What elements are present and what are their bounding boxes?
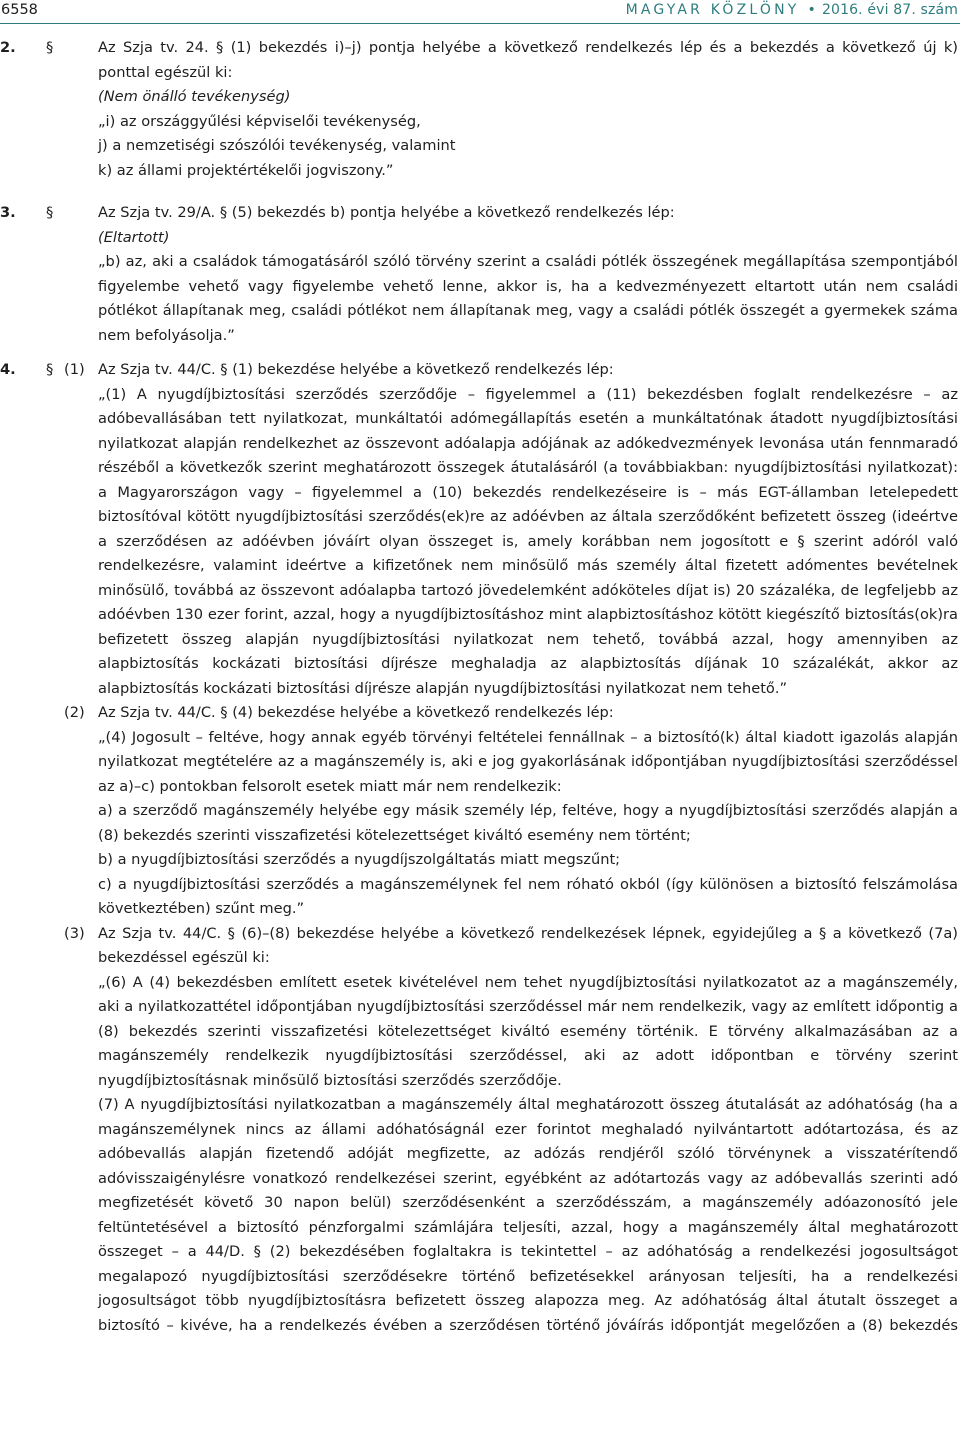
paragraph-sign: § <box>46 204 54 221</box>
journal-masthead <box>626 0 958 20</box>
paragraph: „(4) Jogosult – feltéve, hogy annak egyéb törvényi feltételei fennállnak – a biztosító(k) által kiadott igazolás alapján nyilatkozat megtételére az a magánszemély is, aki e jog gyakorlásának időpontjában nyugdíjbiztosítási szerződéssel az a)–c) pontokban felsorolt esetek miatt már nem rendelkezik: <box>98 728 958 795</box>
subsection-number: (1) <box>64 361 85 378</box>
context-heading: (Nem önálló tevékenység) <box>98 88 291 105</box>
paragraph: k) az állami projektértékelői jogviszony.” <box>98 161 394 179</box>
page-header <box>0 0 960 24</box>
paragraph: (7) A nyugdíjbiztosítási nyilatkozatban a magánszemély által meghatározott összeg átutalását az adóhatóság (ha a magánszemélynek nincs az állami adóhatóságnál ezer forintot meghaladó nyilvántartott adótartozása, és az adóbevallás alapján fizetendő adóját megfizette, az adózás rendjéről szóló törvénynek a visszatérítendő adóvisszaigénylésre vonatkozó rendelkezései szerint, egyébként az adótartozás vagy az adóbevallás szerinti adó megfizetését követő 30 napon belül) szerződésenként a szerződésszám, a magánszemély adóazonosító jele feltüntetésével a biztosító pénzforgalmi számlájára teljesíti, azzal, hogy a magánszemély által meghatározott összeget – a 44/D. § (2) bekezdésében foglaltakra is tekintettel – az adóhatóság a rendelkezési jogosultságot megalapozó nyugdíjbiztosítási szerződésekre történő befizetésekkel arányosan teljesíti, ha a rendelkezési jogosultságot több nyugdíjbiztosításra befizetett összeg alapozza meg. Az adóhatóság által átutalt összeget a biztosító – kivéve, ha a rendelkezés évében a szerződésen történő jóváírás időpontját megelőzően a (8) bekezdés <box>98 1096 958 1334</box>
paragraph: c) a nyugdíjbiztosítási szerződés a magánszemélynek fel nem róható okból (így különösen a biztosító felszámolása következtében) szűnt meg.” <box>98 875 958 917</box>
issue-label: 2016. évi 87. szám <box>821 2 958 18</box>
separator-dot: • <box>807 2 816 18</box>
section-text <box>64 358 958 1338</box>
section-number: 2. <box>0 39 16 56</box>
section-3 <box>0 201 960 348</box>
context-heading: (Eltartott) <box>98 228 170 246</box>
section-text <box>98 201 958 348</box>
paragraph: Az Szja tv. 44/C. § (6)–(8) bekezdése helyébe a következő rendelkezések lépnek, egyidejűleg a § a következő (7a) bekezdéssel egészül ki: <box>98 924 958 966</box>
subsection-2 <box>64 701 958 922</box>
paragraph: „b) az, aki a családok támogatásáról szóló törvény szerint a családi pótlék összegének megállapítása szempontjából figyelembe vehető vagy figyelembe vehető lenne, akkor is, ha a kedvezményezett eltartott után nem családi pótlékot állapítanak meg, családi pótlékot nem állapítanak meg, vagy a családi pótlék összegét a gyermekek száma nem befolyásolja.” <box>98 253 958 344</box>
paragraph: „(1) A nyugdíjbiztosítási szerződés szerződője – figyelemmel a (11) bekezdésben foglalt rendelkezésre – az adóbevallásában tett nyilatkozat, munkáltatói adómegállapítás esetén a munkáltatónak átadott nyugdíjbiztosítási nyilatkozat alapján rendelkezhet az összevont adóalapja adójának az adókedvezmények levonása után fennmaradó részéből a következők szerint meghatározott összegek átutalásáról (a továbbiakban: nyugdíjbiztosítási nyilatkozat): a Magyarországon vagy – figyelemmel a (10) bekezdés rendelkezéseire is – más EGT-államban letelepedett biztosítóval kötött nyugdíjbiztosítási szerződés(ek)re az adóévben az általa szerződőként befizetett összeg (ideértve a szerződésen az adóévben jóváírt olyan összeget is, amely korábban nem jogosított e § szerint adóról való rendelkezésre, valamint ideértve a kifizetőnek nem minősülő más személy által fizetett adómentes bevételnek minősülő, továbbá az összevont adóalapba tartozó jövedelemként adóköteles díjat is) 20 százaléka, de legfeljebb az adóévben 130 ezer forint, azzal, hogy a nyugdíjbiztosításhoz mint alapbiztosításhoz kötött kiegészítő biztosítás(ok)ra befizetett összeg alapján nyugdíjbiztosítási nyilatkozat nem tehető, továbbá azzal, hogy amennyiben az alapbiztosítás kockázati biztosítási díjrésze meghaladja az alapbiztosítás díjának 10 százalékát, akkor az alapbiztosítás kockázati biztosítási díjrésze alapján nyugdíjbiztosítási nyilatkozat nem tehető.” <box>98 385 958 697</box>
paragraph: Az Szja tv. 44/C. § (1) bekezdése helyébe a következő rendelkezés lép: <box>98 361 614 378</box>
subsection-1 <box>64 358 958 701</box>
paragraph: Az Szja tv. 44/C. § (4) bekezdése helyébe a következő rendelkezés lép: <box>98 704 614 721</box>
journal-name: MAGYAR KÖZLÖNY <box>625 2 800 18</box>
subsection-number: (3) <box>64 924 85 942</box>
paragraph: Az Szja tv. 24. § (1) bekezdés i)–j) pontja helyébe a következő rendelkezés lép és a bekezdés a következő új k) ponttal egészül ki: <box>98 39 958 81</box>
paragraph-sign: § <box>46 39 54 56</box>
section-number: 3. <box>0 204 16 221</box>
section-number: 4. <box>0 361 16 378</box>
paragraph: „(6) A (4) bekezdésben említett esetek kivételével nem tehet nyugdíjbiztosítási nyilatkozatot az a magánszemély, aki a nyilatkozattétel időpontjában nyugdíjbiztosítási szerződéssel már nem rendelkezik, vagy az említett időpontig a (8) bekezdés szerinti visszafizetési kötelezettséget kiváltó esemény történik. E törvény alkalmazásában az a magánszemély rendelkezik nyugdíjbiztosítási szerződéssel, aki az adott időpontban e törvény szerint nyugdíjbiztosításnak minősülő biztosítási szerződés szerződője. <box>98 973 958 1089</box>
document-body <box>0 36 960 1338</box>
section-4 <box>0 358 960 1338</box>
subsection-number: (2) <box>64 704 85 721</box>
paragraph: b) a nyugdíjbiztosítási szerződés a nyugdíjszolgáltatás miatt megszűnt; <box>98 851 621 868</box>
section-2 <box>0 36 960 183</box>
subsection-3 <box>64 922 958 1339</box>
paragraph: Az Szja tv. 29/A. § (5) bekezdés b) pontja helyébe a következő rendelkezés lép: <box>98 204 675 221</box>
paragraph: a) a szerződő magánszemély helyébe egy másik személy lép, feltéve, hogy a nyugdíjbiztosítási szerződés alapján a (8) bekezdés szerinti visszafizetési kötelezettséget kiváltó esemény nem történt; <box>98 802 958 844</box>
paragraph: „i) az országgyűlési képviselői tevékenység, <box>98 112 421 130</box>
section-text <box>98 36 958 183</box>
page-number: 6558 <box>1 2 38 18</box>
paragraph-sign: § <box>46 361 54 378</box>
header-rule <box>0 23 960 24</box>
paragraph: j) a nemzetiségi szószólói tevékenység, valamint <box>98 137 456 154</box>
